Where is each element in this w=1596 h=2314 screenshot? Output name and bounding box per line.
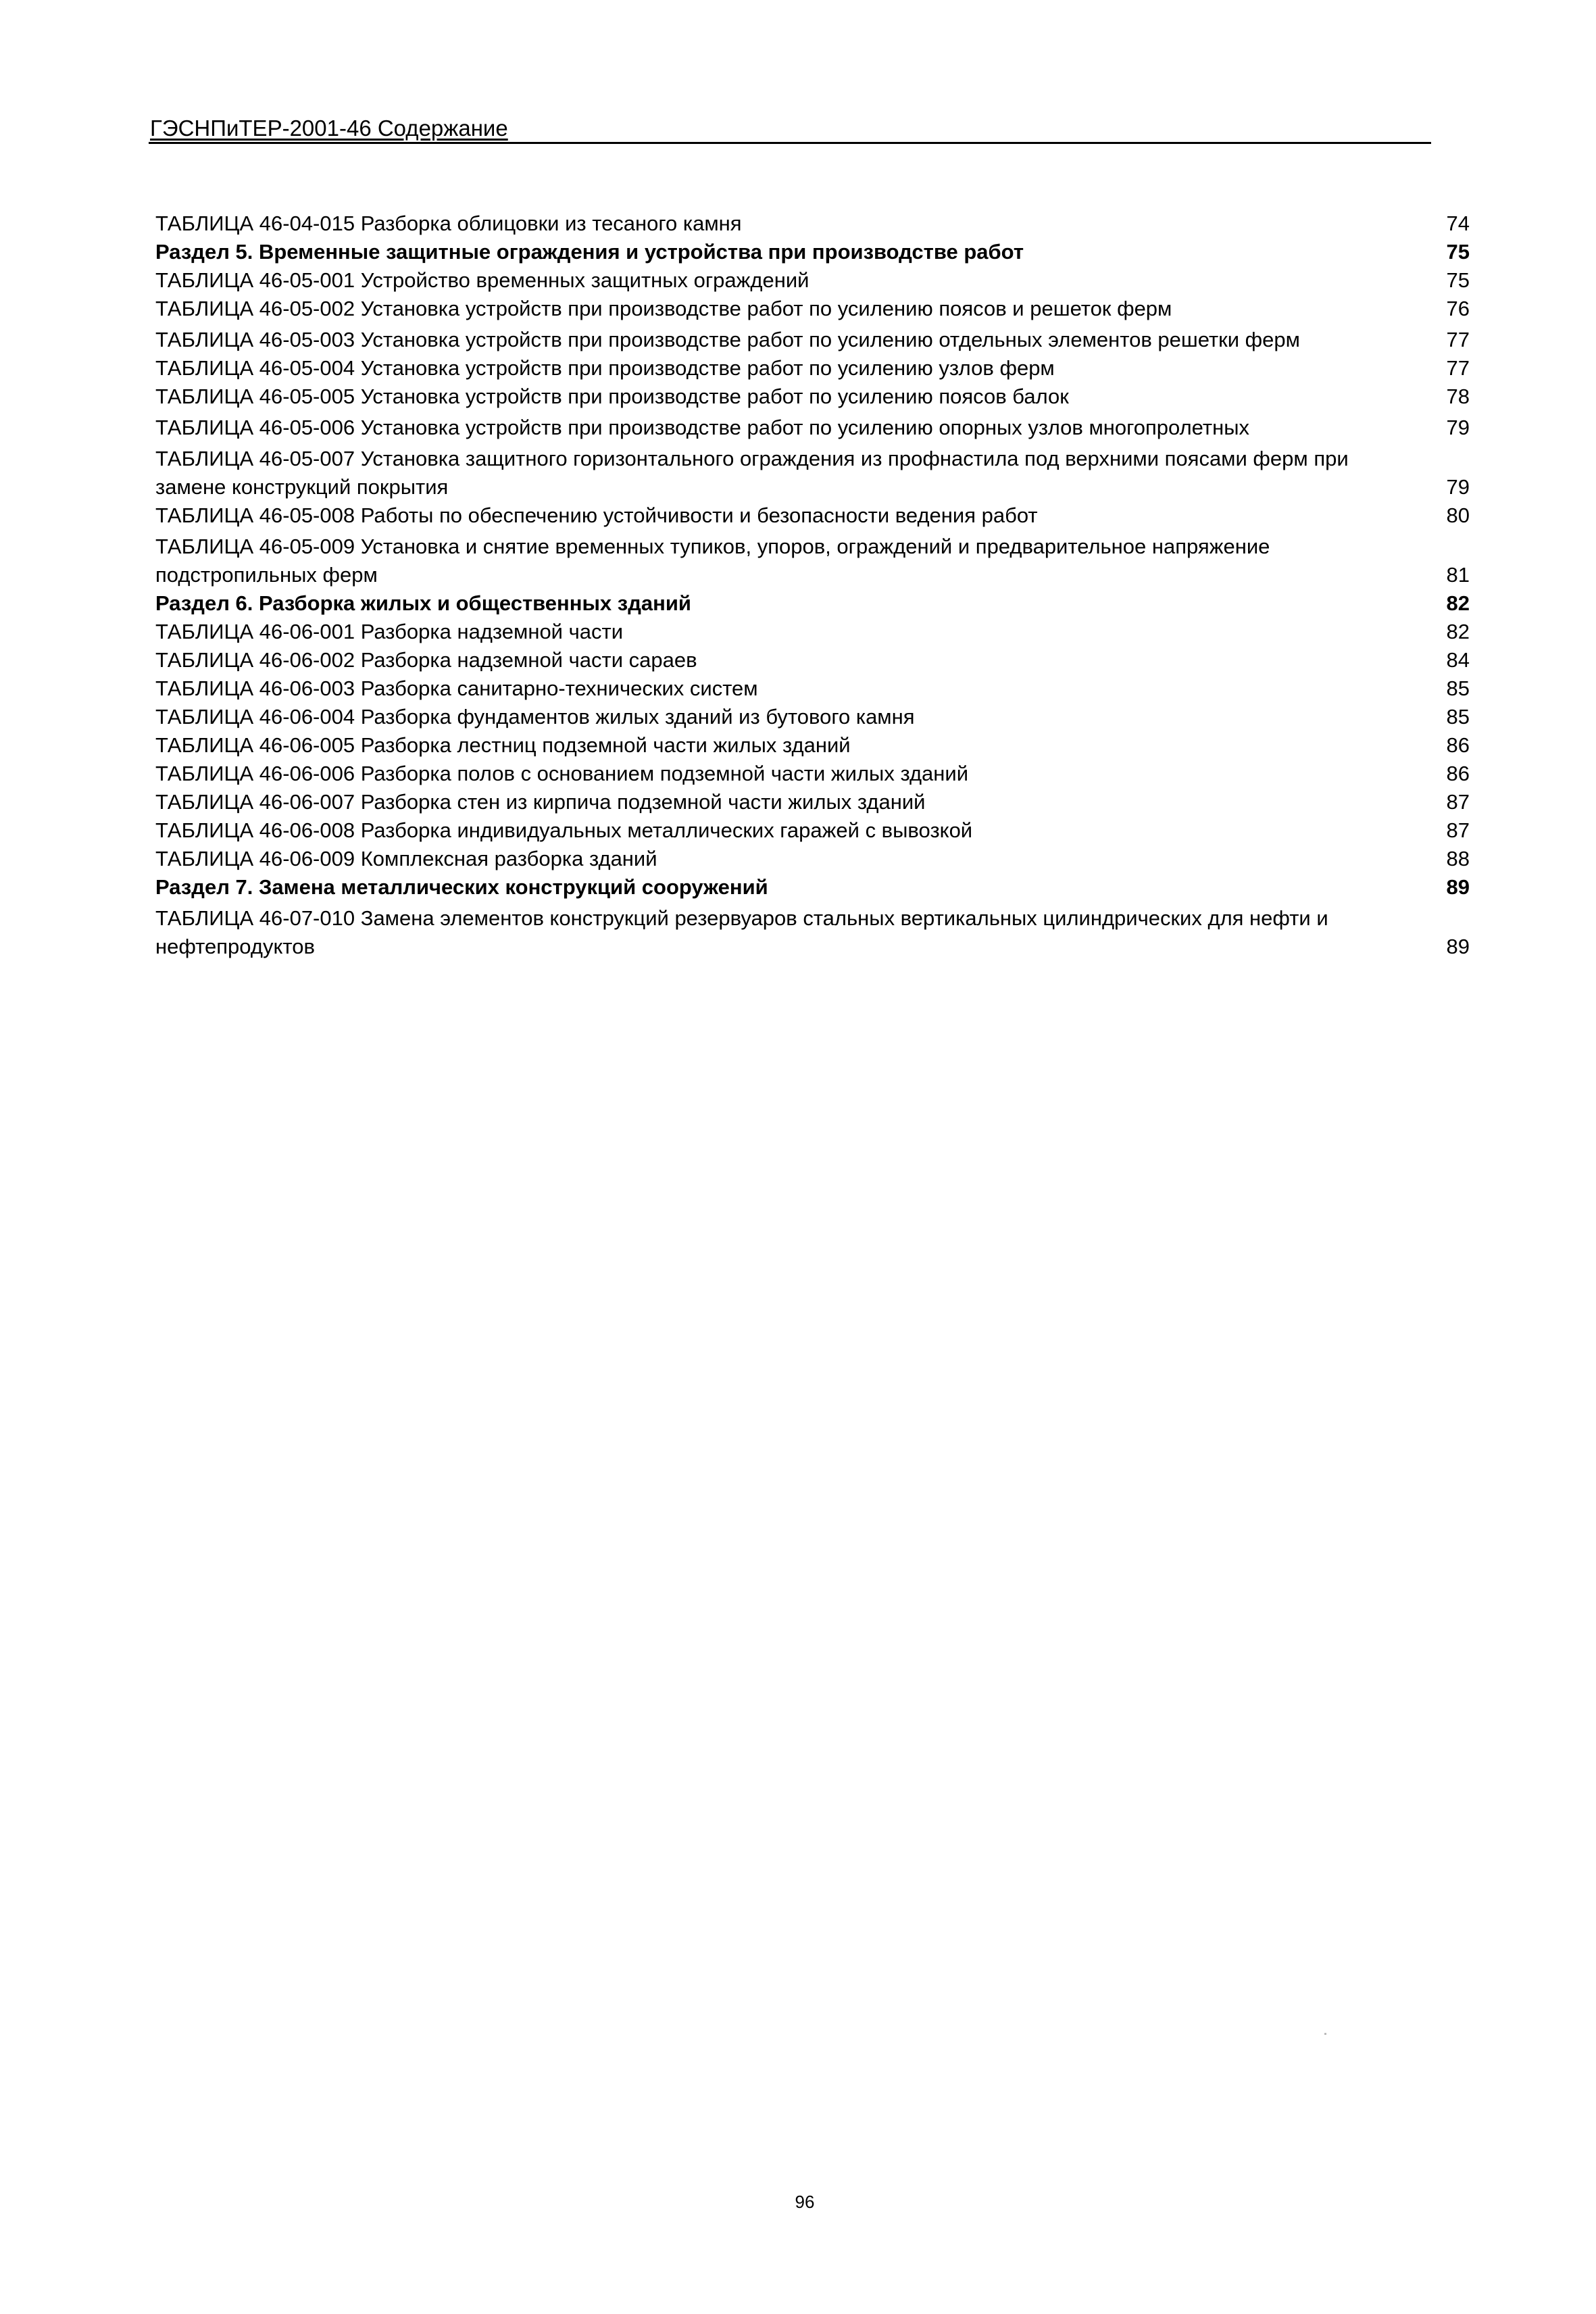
toc-table-entry	[155, 904, 1470, 961]
toc-entry-page: 77	[1446, 328, 1470, 351]
header-title: ГЭСНПиТЕР-2001-46 Содержание	[150, 116, 508, 141]
table-of-contents	[155, 210, 1470, 961]
toc-table-entry	[155, 326, 1470, 354]
toc-entry-page: 75	[1446, 268, 1470, 292]
toc-entry-page: 81	[1446, 563, 1470, 587]
toc-entry-page: 75	[1446, 240, 1470, 264]
toc-table-entry	[155, 788, 1470, 816]
toc-entry-page: 89	[1446, 935, 1470, 958]
toc-entry-page: 84	[1446, 648, 1470, 672]
toc-entry-title: ТАБЛИЦА 46-05-003 Установка устройств при производстве работ по усилению отдельных элементов решетки ферм	[155, 328, 1300, 351]
toc-section-entry	[155, 238, 1470, 266]
toc-table-entry	[155, 618, 1470, 646]
toc-table-entry	[155, 533, 1470, 589]
toc-table-entry	[155, 266, 1470, 295]
toc-entry-page: 82	[1446, 591, 1470, 615]
toc-table-entry	[155, 445, 1470, 501]
toc-entry-title: ТАБЛИЦА 46-04-015 Разборка облицовки из тесаного камня	[155, 212, 742, 235]
toc-entry-title: ТАБЛИЦА 46-07-010 Замена элементов конструкций резервуаров стальных вертикальных цилиндрических для нефти и нефтепродуктов	[155, 906, 1328, 958]
toc-entry-page: 85	[1446, 676, 1470, 700]
toc-entry-title: ТАБЛИЦА 46-05-004 Установка устройств при производстве работ по усилению узлов ферм	[155, 356, 1055, 380]
toc-entry-title: ТАБЛИЦА 46-06-009 Комплексная разборка зданий	[155, 847, 657, 870]
toc-section-entry	[155, 873, 1470, 902]
toc-entry-title: ТАБЛИЦА 46-06-004 Разборка фундаментов жилых зданий из бутового камня	[155, 705, 915, 729]
toc-entry-title: ТАБЛИЦА 46-05-009 Установка и снятие временных тупиков, упоров, ограждений и предварительное напряжение подстропильных ферм	[155, 535, 1270, 587]
toc-table-entry	[155, 760, 1470, 788]
toc-entry-page: 85	[1446, 705, 1470, 729]
toc-table-entry	[155, 414, 1470, 442]
toc-table-entry	[155, 845, 1470, 873]
toc-entry-page: 88	[1446, 847, 1470, 870]
toc-entry-title: ТАБЛИЦА 46-05-007 Установка защитного горизонтального ограждения из профнастила под верхними поясами ферм при замене конструкций покрытия	[155, 447, 1349, 499]
toc-table-entry	[155, 674, 1470, 703]
toc-entry-title: ТАБЛИЦА 46-06-006 Разборка полов с основанием подземной части жилых зданий	[155, 762, 969, 785]
toc-entry-title: ТАБЛИЦА 46-06-008 Разборка индивидуальных металлических гаражей с вывозкой	[155, 818, 973, 842]
toc-entry-title: ТАБЛИЦА 46-06-005 Разборка лестниц подземной части жилых зданий	[155, 733, 851, 757]
toc-entry-title: ТАБЛИЦА 46-05-006 Установка устройств при производстве работ по усилению опорных узлов многопролетных	[155, 416, 1249, 439]
toc-entry-title: ТАБЛИЦА 46-06-003 Разборка санитарно-технических систем	[155, 676, 758, 700]
scan-speck	[1324, 2033, 1326, 2035]
toc-entry-page: 87	[1446, 790, 1470, 814]
toc-entry-page: 79	[1446, 475, 1470, 499]
toc-entry-title: ТАБЛИЦА 46-05-001 Устройство временных защитных ограждений	[155, 268, 809, 292]
toc-table-entry	[155, 731, 1470, 760]
page-number: 96	[795, 2192, 815, 2212]
toc-entry-page: 82	[1446, 620, 1470, 643]
toc-entry-page: 80	[1446, 503, 1470, 527]
toc-entry-page: 76	[1446, 297, 1470, 320]
toc-table-entry	[155, 210, 1470, 238]
toc-table-entry	[155, 646, 1470, 674]
toc-entry-title: Раздел 6. Разборка жилых и общественных зданий	[155, 591, 691, 615]
toc-entry-page: 86	[1446, 762, 1470, 785]
toc-table-entry	[155, 816, 1470, 845]
toc-entry-page: 74	[1446, 212, 1470, 235]
toc-entry-title: ТАБЛИЦА 46-06-007 Разборка стен из кирпича подземной части жилых зданий	[155, 790, 926, 814]
toc-entry-page: 77	[1446, 356, 1470, 380]
toc-entry-title: ТАБЛИЦА 46-05-005 Установка устройств при производстве работ по усилению поясов балок	[155, 385, 1069, 408]
toc-entry-page: 86	[1446, 733, 1470, 757]
toc-entry-title: ТАБЛИЦА 46-06-002 Разборка надземной части сараев	[155, 648, 697, 672]
page-header	[149, 109, 1431, 144]
toc-table-entry	[155, 703, 1470, 731]
toc-table-entry	[155, 295, 1470, 323]
toc-section-entry	[155, 589, 1470, 618]
toc-entry-title: ТАБЛИЦА 46-05-002 Установка устройств при производстве работ по усилению поясов и решеток ферм	[155, 297, 1172, 320]
toc-entry-page: 87	[1446, 818, 1470, 842]
toc-table-entry	[155, 383, 1470, 411]
toc-entry-page: 89	[1446, 875, 1470, 899]
toc-entry-page: 79	[1446, 416, 1470, 439]
toc-table-entry	[155, 501, 1470, 530]
toc-entry-title: Раздел 5. Временные защитные ограждения и устройства при производстве работ	[155, 240, 1024, 264]
toc-entry-title: ТАБЛИЦА 46-05-008 Работы по обеспечению устойчивости и безопасности ведения работ	[155, 503, 1038, 527]
toc-table-entry	[155, 354, 1470, 383]
toc-entry-title: ТАБЛИЦА 46-06-001 Разборка надземной части	[155, 620, 624, 643]
toc-entry-page: 78	[1446, 385, 1470, 408]
toc-entry-title: Раздел 7. Замена металлических конструкций сооружений	[155, 875, 768, 899]
